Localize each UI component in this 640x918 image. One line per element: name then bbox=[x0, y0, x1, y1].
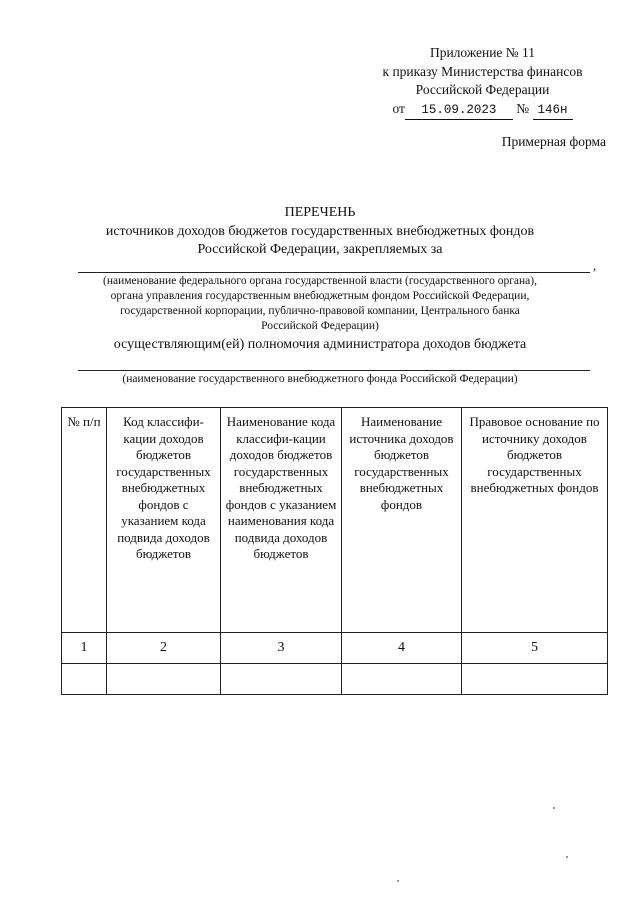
document-subtitle bbox=[60, 223, 580, 259]
caption-line-2: органа управления государственным внебюджетным фондом Российской Федерации, bbox=[110, 290, 530, 302]
appendix-date-line bbox=[350, 100, 615, 121]
authority-name-line bbox=[78, 272, 590, 273]
caption-line-4: Российской Федерации) bbox=[261, 320, 379, 332]
document-title: ПЕРЕЧЕНЬ bbox=[284, 205, 356, 220]
scan-speck bbox=[553, 807, 555, 809]
subtitle-line-1: источников доходов бюджетов государственных внебюджетных фондов bbox=[105, 224, 535, 239]
scan-speck bbox=[397, 880, 399, 882]
header-legal-basis: Правовое основание по источнику доходов бюджетов государственных внебюджетных фондов bbox=[462, 408, 608, 633]
header-source-name: Наименование источника доходов бюджетов государственных внебюджетных фондов bbox=[342, 408, 462, 633]
appendix-ministry: Российской Федерации bbox=[415, 82, 550, 97]
form-type-label: Примерная форма bbox=[501, 134, 606, 149]
date-prefix: от bbox=[392, 100, 405, 116]
subtitle-line-2: Российской Федерации, закрепляемых за bbox=[197, 242, 443, 257]
header-classification-name: Наименование кода классифи-кации доходов бюджетов государственных внебюджетных фондов с указанием наименования кода подвида доходов бюджетов bbox=[221, 408, 342, 633]
header-classification-code: Код классифи-кации доходов бюджетов государственных внебюджетных фондов с указанием кода подвида доходов бюджетов bbox=[107, 408, 221, 633]
column-number-5: 5 bbox=[462, 633, 608, 664]
fund-name-line bbox=[78, 370, 590, 371]
number-prefix: № bbox=[516, 100, 530, 116]
authority-text: осуществляющим(ей) полномочия администратора доходов бюджета bbox=[113, 337, 527, 352]
column-number-1: 1 bbox=[62, 633, 107, 664]
column-number-3: 3 bbox=[221, 633, 342, 664]
empty-cell bbox=[221, 664, 342, 695]
empty-cell bbox=[462, 664, 608, 695]
table-header-row bbox=[62, 408, 608, 633]
authority-caption bbox=[60, 274, 580, 334]
table-empty-row bbox=[62, 664, 608, 695]
fund-caption: (наименование государственного внебюджетного фонда Российской Федерации) bbox=[122, 373, 518, 385]
appendix-header bbox=[350, 44, 615, 120]
header-row-number: № п/п bbox=[62, 408, 107, 633]
caption-line-1: (наименование федерального органа государственной власти (государственного органа), bbox=[102, 275, 537, 287]
appendix-order-ref: к приказу Министерства финансов bbox=[382, 63, 583, 79]
column-number-4: 4 bbox=[342, 633, 462, 664]
empty-cell bbox=[342, 664, 462, 695]
empty-cell bbox=[107, 664, 221, 695]
table-column-numbers-row bbox=[62, 633, 608, 664]
column-number-2: 2 bbox=[107, 633, 221, 664]
scan-speck bbox=[566, 856, 568, 858]
order-date: 15.09.2023 bbox=[405, 101, 513, 121]
order-number: 146н bbox=[533, 101, 573, 121]
revenue-sources-table bbox=[61, 407, 608, 695]
authority-line-comma: , bbox=[593, 258, 597, 273]
empty-cell bbox=[62, 664, 107, 695]
appendix-title: Приложение № 11 bbox=[429, 45, 536, 60]
caption-line-3: государственной корпорации, публично-правовой компании, Центрального банка bbox=[120, 305, 520, 317]
